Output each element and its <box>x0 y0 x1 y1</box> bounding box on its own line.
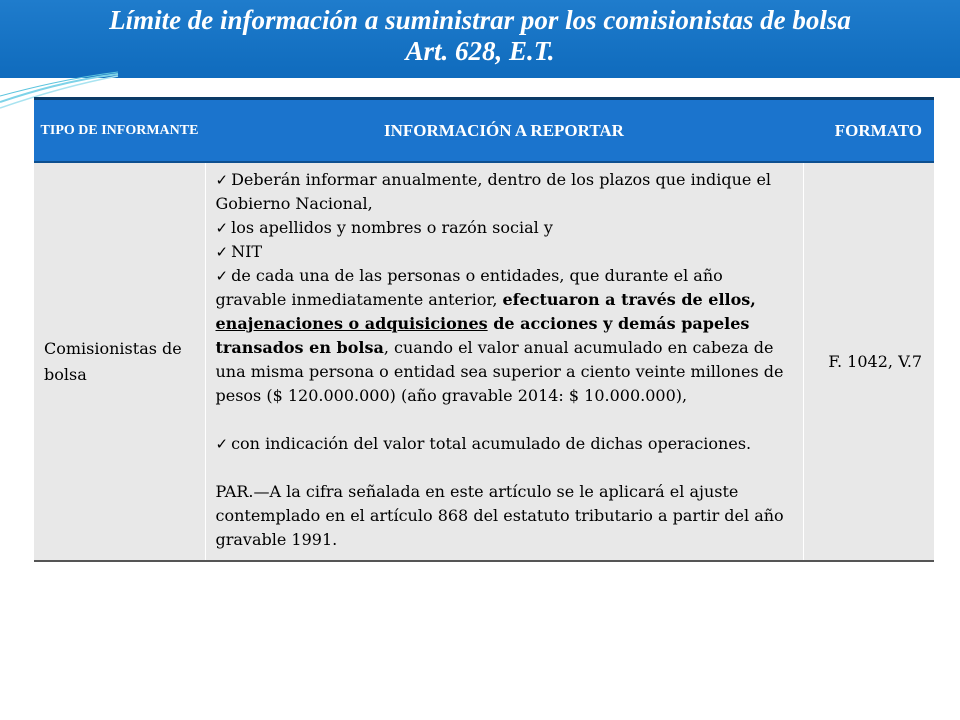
cell-tipo: Comisionistas de bolsa <box>34 162 205 561</box>
checkmark-icon: ✓ <box>215 219 229 237</box>
checkmark-icon: ✓ <box>215 243 229 261</box>
item-bold-text: efectuaron a través de ellos, <box>502 290 756 309</box>
item-text: Deberán informar anualmente, dentro de los plazos que indique el Gobierno Nacional, <box>215 170 772 213</box>
item-underlined-text: enajenaciones o adquisiciones <box>215 314 488 333</box>
cell-informacion <box>205 162 803 561</box>
title-line-2: Art. 628, E.T. <box>405 36 555 66</box>
item-bold-text: de acciones y demás papeles transados en bolsa <box>215 314 750 357</box>
list-item <box>216 264 797 408</box>
list-item <box>216 216 797 240</box>
slide-title <box>0 0 960 78</box>
checkmark-icon: ✓ <box>215 267 229 285</box>
info-table <box>34 97 934 562</box>
header-informacion: INFORMACIÓN A REPORTAR <box>205 99 803 163</box>
item-text: los apellidos y nombres o razón social y <box>231 218 553 237</box>
header-formato: FORMATO <box>803 99 934 163</box>
item-text: con indicación del valor total acumulado de dichas operaciones. <box>231 434 752 453</box>
list-item <box>216 240 797 264</box>
title-line-1: Límite de información a suministrar por los comisionistas de bolsa <box>109 5 851 35</box>
cell-formato: F. 1042, V.7 <box>803 162 934 561</box>
checkmark-icon: ✓ <box>215 435 229 453</box>
list-item <box>216 168 797 216</box>
paragraph-note: PAR.—A la cifra señalada en este artículo se le aplicará el ajuste contemplado en el artículo 868 del estatuto tributario a partir del año gravable 1991. <box>215 482 784 549</box>
table-row <box>34 162 934 561</box>
header-tipo: TIPO DE INFORMANTE <box>34 99 205 163</box>
list-item <box>216 432 797 456</box>
item-text: , cuando el valor anual acumulado en cabeza de una misma persona o entidad sea superior a ciento veinte millones de pesos ($ 120.000.000) (año gravable 2014: $ 10.000.000), <box>215 338 784 405</box>
table-header-row <box>34 99 934 163</box>
item-text: NIT <box>231 242 263 261</box>
item-text: de cada una de las personas o entidades, que durante el año gravable inmediatamente anterior, <box>215 266 723 309</box>
checkmark-icon: ✓ <box>215 171 229 189</box>
